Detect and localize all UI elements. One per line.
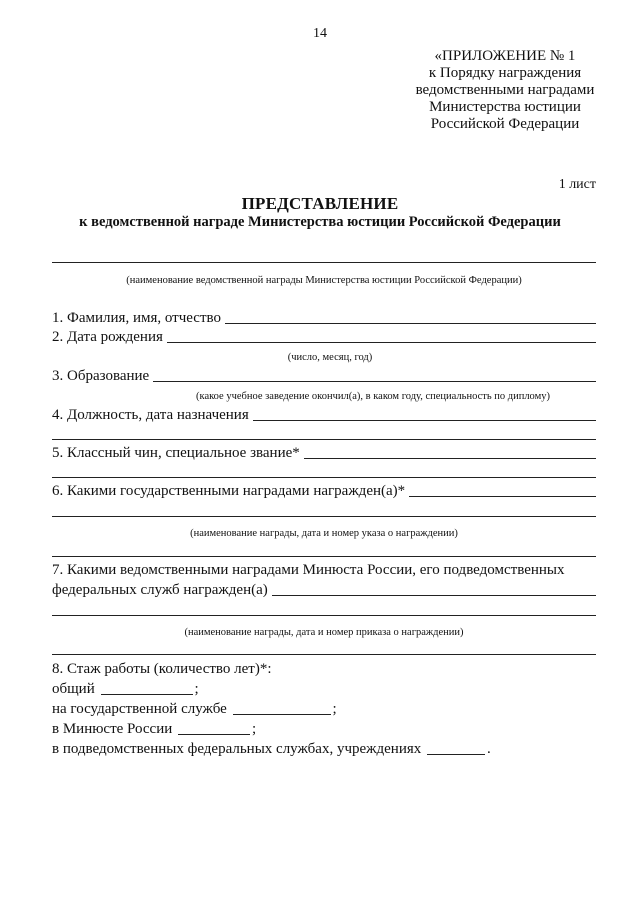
experience-services-label: в подведомственных федеральных службах, учреждениях	[52, 741, 422, 757]
appendix-line-4: Министерства юстиции	[429, 99, 581, 115]
education-hint: (какое учебное заведение окончил(а), в каком году, специальность по диплому)	[196, 391, 550, 402]
page-number: 14	[313, 26, 327, 41]
field-state-awards-label: 6. Какими государственными наградами награжден(а)*	[52, 483, 406, 499]
state-awards-hint: (наименование награды, дата и номер указа о награждении)	[190, 528, 458, 539]
experience-state-input-line[interactable]	[233, 713, 331, 715]
field-full-name	[52, 310, 596, 327]
field-departmental-awards-cont	[52, 582, 596, 599]
field-state-awards	[52, 483, 596, 500]
field-departmental-awards-label-2: федеральных служб награжден(а)	[52, 582, 268, 598]
field-departmental-awards-label: 7. Какими ведомственными наградами Минюста России, его подведомственных	[52, 562, 565, 578]
award-name-hint: (наименование ведомственной награды Министерства юстиции Российской Федерации)	[126, 275, 522, 286]
experience-ministry-input-line[interactable]	[178, 733, 250, 735]
state-awards-extra-line-2[interactable]	[52, 556, 596, 557]
field-education-label: 3. Образование	[52, 368, 150, 384]
document-title: ПРЕДСТАВЛЕНИЕ	[241, 194, 399, 213]
birth-date-hint: (число, месяц, год)	[287, 352, 373, 363]
position-extra-line[interactable]	[52, 439, 596, 440]
experience-ministry-row: в Минюсте России ;	[52, 721, 257, 737]
departmental-awards-input-line[interactable]	[272, 595, 596, 596]
field-education	[52, 368, 596, 385]
appendix-line-1: «ПРИЛОЖЕНИЕ № 1	[434, 48, 576, 64]
appendix-line-3: ведомственными наградами	[415, 82, 595, 98]
field-experience-label: 8. Стаж работы (количество лет)*:	[52, 661, 272, 677]
field-position	[52, 407, 596, 424]
appendix-line-2: к Порядку награждения	[428, 65, 582, 81]
experience-services-input-line[interactable]	[427, 753, 485, 755]
position-input-line[interactable]	[253, 420, 596, 421]
field-position-label: 4. Должность, дата назначения	[52, 407, 249, 423]
appendix-header	[400, 48, 610, 133]
departmental-awards-extra-line[interactable]	[52, 615, 596, 616]
experience-state-row: на государственной службе ;	[52, 701, 337, 717]
experience-total-row: общий ;	[52, 681, 199, 697]
full-name-input-line[interactable]	[225, 323, 596, 324]
experience-total-input-line[interactable]	[101, 693, 193, 695]
award-name-line[interactable]	[52, 262, 596, 263]
experience-total-label: общий	[52, 681, 95, 697]
field-birth-date-label: 2. Дата рождения	[52, 329, 163, 345]
rank-input-line[interactable]	[304, 458, 596, 459]
rank-extra-line[interactable]	[52, 477, 596, 478]
birth-date-input-line[interactable]	[167, 342, 596, 343]
state-awards-extra-line[interactable]	[52, 516, 596, 517]
departmental-awards-hint: (наименование награды, дата и номер приказа о награждении)	[184, 627, 464, 638]
field-birth-date	[52, 329, 596, 346]
field-full-name-label: 1. Фамилия, имя, отчество	[52, 310, 221, 326]
field-rank-label: 5. Классный чин, специальное звание*	[52, 445, 300, 461]
appendix-line-5: Российской Федерации	[430, 116, 580, 132]
departmental-awards-extra-line-2[interactable]	[52, 654, 596, 655]
sheet-count: 1 лист	[558, 177, 596, 192]
field-rank	[52, 445, 596, 462]
field-departmental-awards	[52, 562, 596, 579]
state-awards-input-line[interactable]	[409, 496, 596, 497]
experience-ministry-label: в Минюсте России	[52, 721, 173, 737]
experience-services-row: в подведомственных федеральных службах, учреждениях .	[52, 741, 491, 757]
document-subtitle: к ведомственной награде Министерства юстиции Российской Федерации	[79, 214, 561, 230]
education-input-line[interactable]	[153, 381, 596, 382]
experience-state-label: на государственной службе	[52, 701, 227, 717]
